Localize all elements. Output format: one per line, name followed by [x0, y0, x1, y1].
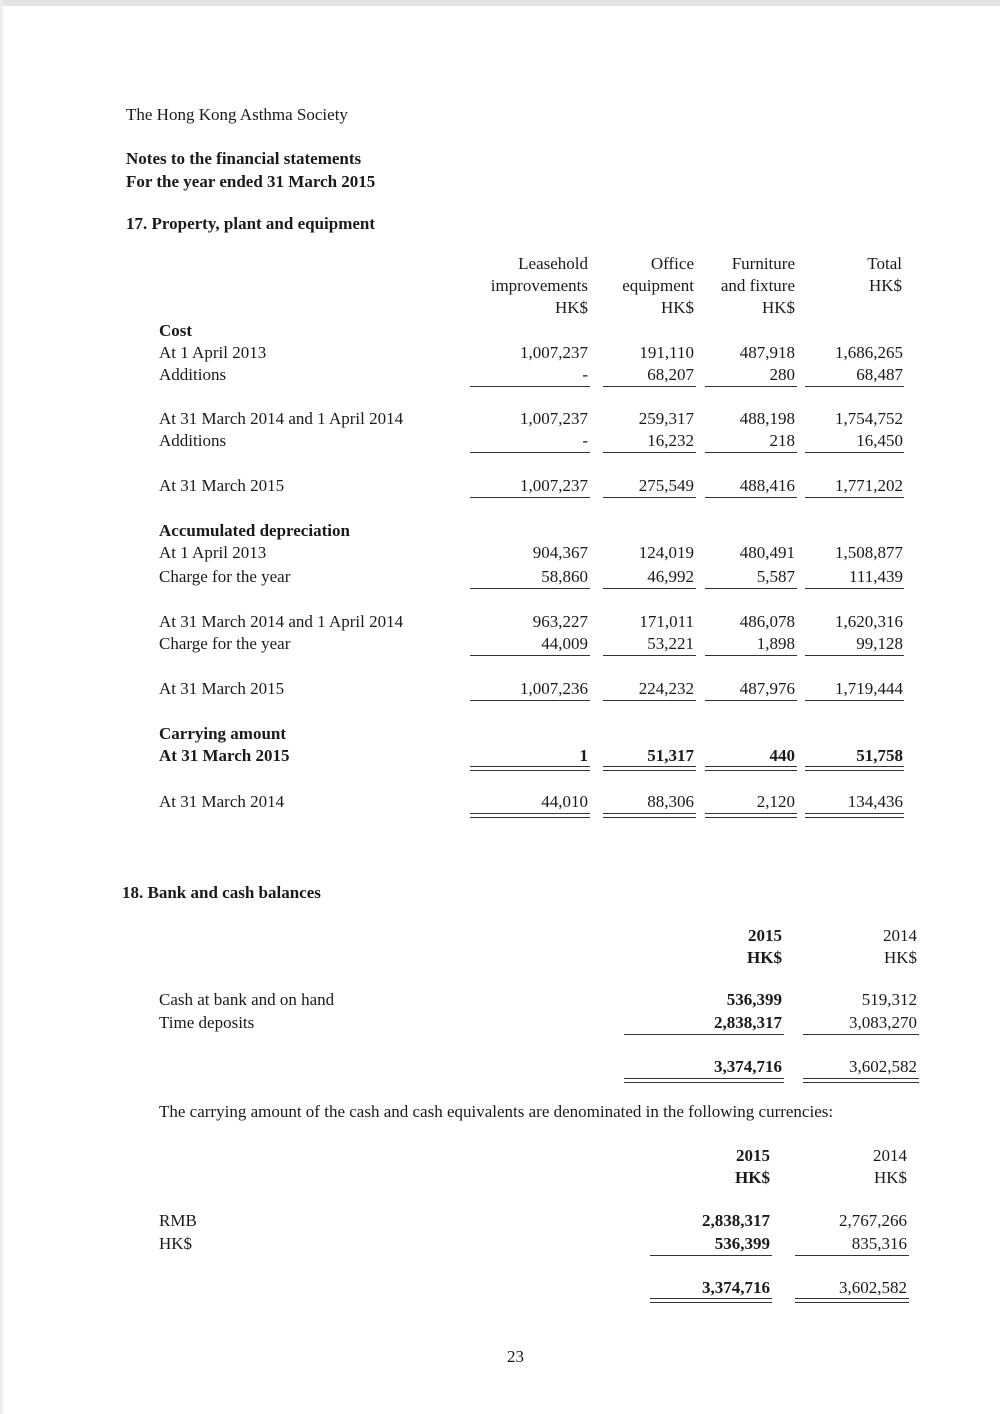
cell: 487,976: [739, 679, 795, 698]
col-header-line: Leasehold: [518, 254, 588, 273]
double-rule: [470, 766, 590, 771]
cell: 536,399: [726, 990, 782, 1009]
double-rule: [624, 1078, 784, 1083]
period-title: For the year ended 31 March 2015: [126, 172, 376, 191]
rule: [603, 700, 696, 701]
col-header-line: 2015: [748, 926, 782, 945]
cell: 835,316: [851, 1234, 907, 1253]
col-header-line: HK$: [761, 298, 795, 317]
double-rule: [705, 766, 797, 771]
cell: 2,838,317: [702, 1211, 770, 1230]
row-label: At 31 March 2015: [159, 679, 285, 698]
rule: [805, 700, 904, 701]
rule: [705, 497, 797, 498]
row-label: At 31 March 2014 and 1 April 2014: [159, 612, 404, 631]
cell: 904,367: [532, 543, 588, 562]
cell: 1,007,237: [520, 476, 588, 495]
col-header-2014: [800, 925, 917, 969]
cell: 99,128: [856, 634, 903, 653]
cell: 134,436: [847, 792, 903, 811]
cell: 963,227: [532, 612, 588, 631]
cell: 46,992: [647, 567, 694, 586]
col-header-furniture: [680, 253, 795, 319]
col-header-line: HK$: [868, 276, 902, 295]
cell: 58,860: [541, 567, 588, 586]
cell: 53,221: [647, 634, 694, 653]
col-header-office: [560, 253, 694, 319]
total-2014: 3,602,582: [849, 1057, 917, 1076]
col-header-line: Office: [650, 254, 694, 273]
double-rule: [795, 1298, 909, 1303]
row-label: At 31 March 2015: [159, 476, 285, 495]
rule: [805, 452, 904, 453]
double-rule: [603, 766, 696, 771]
cost-heading: Cost: [159, 321, 193, 340]
row-label: At 1 April 2013: [159, 543, 267, 562]
cell: -: [582, 365, 588, 384]
rule: [470, 700, 590, 701]
cell: 1,754,752: [835, 409, 903, 428]
cell: 1,620,316: [835, 612, 903, 631]
rule: [805, 588, 904, 589]
cell: 487,918: [739, 343, 795, 362]
rule: [603, 497, 696, 498]
col-header-line: HK$: [747, 948, 782, 967]
cell: 536,399: [714, 1234, 770, 1253]
rule: [803, 1034, 919, 1035]
cell: 5,587: [756, 567, 795, 586]
cell: 111,439: [849, 567, 903, 586]
rule: [795, 1255, 909, 1256]
depreciation-heading: Accumulated depreciation: [159, 521, 350, 540]
rule: [603, 386, 696, 387]
row-label: Additions: [159, 431, 227, 450]
cell: 519,312: [861, 990, 917, 1009]
scan-top-band: [0, 0, 1000, 6]
notes-title: Notes to the financial statements: [126, 149, 362, 168]
col-header-2015: [680, 925, 782, 969]
row-label: Time deposits: [159, 1013, 255, 1032]
carrying-heading: Carrying amount: [159, 724, 287, 743]
rule: [624, 1034, 784, 1035]
scan-left-edge: [0, 0, 3, 1414]
rule: [603, 588, 696, 589]
row-label: RMB: [159, 1211, 197, 1230]
col-header-line: Furniture: [731, 254, 795, 273]
currency-note: The carrying amount of the cash and cash equivalents are denominated in the following currencies:: [159, 1102, 834, 1121]
col-header-line: HK$: [554, 298, 588, 317]
row-label: Charge for the year: [159, 634, 291, 653]
double-rule: [470, 813, 590, 818]
col-header-line: 2014: [873, 1146, 907, 1165]
cell: 1,771,202: [835, 476, 903, 495]
cell: 124,019: [638, 543, 694, 562]
cell: 1,007,237: [520, 409, 588, 428]
note18-title: 18. Bank and cash balances: [122, 883, 321, 902]
row-label: At 31 March 2014: [159, 792, 285, 811]
row-label: Cash at bank and on hand: [159, 990, 335, 1009]
col-header-line: 2014: [883, 926, 917, 945]
cell: 2,838,317: [714, 1013, 782, 1032]
col-header-line: and fixture: [720, 276, 795, 295]
row-label: Additions: [159, 365, 227, 384]
cell: 486,078: [739, 612, 795, 631]
rule: [603, 655, 696, 656]
double-rule: [803, 1078, 919, 1083]
row-label: Charge for the year: [159, 567, 291, 586]
cell: 1,508,877: [835, 543, 903, 562]
cell: 1,686,265: [835, 343, 903, 362]
double-rule: [805, 813, 904, 818]
rule: [470, 452, 590, 453]
col-header-line: 2015: [736, 1146, 770, 1165]
col-header-line: HK$: [873, 1168, 907, 1187]
currency-total-2014: 3,602,582: [839, 1278, 907, 1297]
col-header-line: equipment: [622, 276, 694, 295]
cell: 171,011: [639, 612, 694, 631]
cell: 275,549: [638, 476, 694, 495]
cell: 68,487: [856, 365, 903, 384]
rule: [650, 1255, 772, 1256]
currency-total-2015: 3,374,716: [702, 1278, 770, 1297]
rule: [705, 386, 797, 387]
cell: 44,009: [541, 634, 588, 653]
col-header-total: [780, 253, 902, 297]
rule: [705, 655, 797, 656]
cell: 1,898: [756, 634, 795, 653]
row-label: At 31 March 2015: [159, 746, 290, 765]
col-header-line: HK$: [735, 1168, 770, 1187]
col-header-2015-currency: [670, 1145, 770, 1189]
rule: [470, 655, 590, 656]
cell: 16,232: [647, 431, 694, 450]
cell: 488,198: [739, 409, 795, 428]
cell: 1,007,236: [520, 679, 588, 698]
rule: [705, 588, 797, 589]
cell: 2,767,266: [839, 1211, 907, 1230]
cell: 51,317: [647, 746, 694, 765]
rule: [705, 452, 797, 453]
double-rule: [603, 813, 696, 818]
rule: [470, 386, 590, 387]
rule: [805, 497, 904, 498]
cell: 88,306: [647, 792, 694, 811]
total-2015: 3,374,716: [714, 1057, 782, 1076]
double-rule: [805, 766, 904, 771]
col-header-line: improvements: [490, 276, 588, 295]
rule: [470, 497, 590, 498]
cell: 191,110: [639, 343, 694, 362]
cell: 1,007,237: [520, 343, 588, 362]
org-name: The Hong Kong Asthma Society: [126, 105, 348, 124]
double-rule: [705, 813, 797, 818]
page-number: 23: [507, 1347, 524, 1366]
cell: 259,317: [638, 409, 694, 428]
cell: 218: [769, 431, 795, 450]
row-label: HK$: [159, 1234, 193, 1253]
cell: -: [582, 431, 588, 450]
col-header-line: HK$: [660, 298, 694, 317]
cell: 440: [769, 746, 795, 765]
rule: [705, 700, 797, 701]
cell: 2,120: [756, 792, 795, 811]
cell: 51,758: [856, 746, 903, 765]
rule: [805, 655, 904, 656]
cell: 224,232: [638, 679, 694, 698]
note17-title: 17. Property, plant and equipment: [126, 214, 376, 233]
col-header-2014-currency: [790, 1145, 907, 1189]
cell: 16,450: [856, 431, 903, 450]
cell: 1,719,444: [835, 679, 903, 698]
cell: 488,416: [739, 476, 795, 495]
cell: 480,491: [739, 543, 795, 562]
cell: 1: [579, 746, 588, 765]
cell: 68,207: [647, 365, 694, 384]
cell: 280: [769, 365, 795, 384]
rule: [603, 452, 696, 453]
double-rule: [650, 1298, 772, 1303]
row-label: At 31 March 2014 and 1 April 2014: [159, 409, 404, 428]
rule: [805, 386, 904, 387]
cell: 3,083,270: [849, 1013, 917, 1032]
cell: 44,010: [541, 792, 588, 811]
col-header-line: Total: [867, 254, 902, 273]
rule: [470, 588, 590, 589]
col-header-line: HK$: [883, 948, 917, 967]
row-label: At 1 April 2013: [159, 343, 267, 362]
